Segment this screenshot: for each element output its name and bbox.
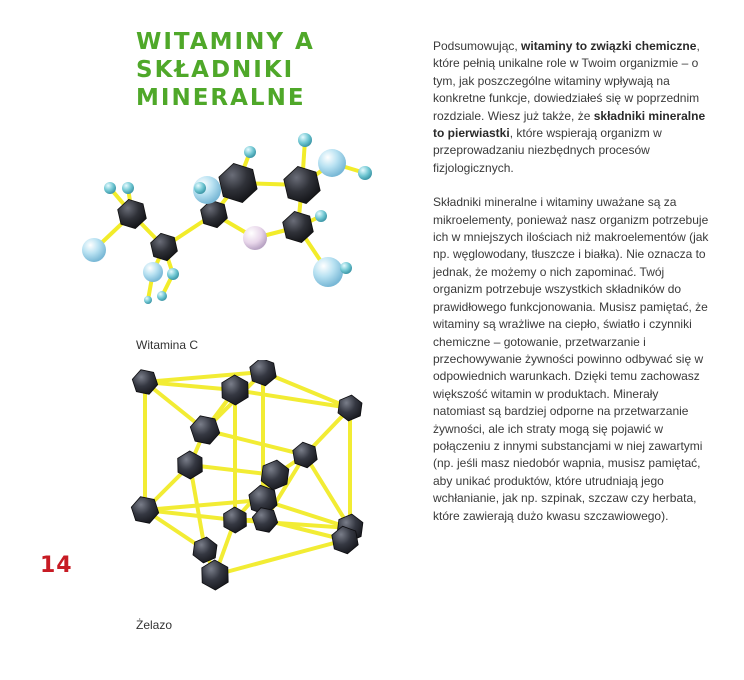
light-atom — [340, 262, 352, 274]
p1-bold-vitamins: witaminy to związki chemiczne — [521, 39, 697, 53]
body-text — [433, 38, 711, 542]
lattice-bond — [215, 540, 345, 575]
oxygen-ring-atom — [243, 226, 267, 250]
paragraph-1 — [433, 38, 711, 177]
title-line-1: WITAMINY A SKŁADNIKI — [136, 29, 315, 83]
page-title — [136, 28, 386, 112]
light-atom — [298, 133, 312, 147]
iron-atom — [332, 526, 358, 554]
iron-atom — [202, 560, 228, 590]
iron-caption: Żelazo — [136, 618, 173, 632]
vitamin-c-caption: Witamina C — [136, 338, 199, 352]
carbon-atom — [283, 211, 314, 242]
light-atom — [167, 268, 179, 280]
p1-text-b: , które pełnią unikalne role w Twoim organizmie – o tym, jak poszczególne witaminy wpływają na konkretne funkcje, dowiedziałeś się w poprzednim rozdziale. Wiesz już także, że — [433, 39, 700, 123]
light-atom — [122, 182, 134, 194]
p1-text-a: Podsumowując, — [433, 39, 522, 53]
iron-atom — [131, 497, 158, 524]
page-number: 14 — [40, 553, 73, 578]
light-atom — [143, 262, 163, 282]
light-atom — [358, 166, 372, 180]
light-atom — [318, 149, 346, 177]
lattice-bond — [205, 430, 305, 455]
light-atom — [82, 238, 106, 262]
light-atom — [144, 296, 152, 304]
light-atom — [104, 182, 116, 194]
vitamin-c-molecule-illustration — [70, 110, 390, 335]
paragraph-2: Składniki mineralne i witaminy uważane są za mikroelementy, ponieważ nasz organizm potrzebuje ich w mniejszych ilościach niż makroelementów (jak np. węglowodany, tłuszcze i białka). Nie oznacza to jednak, że możemy o nich zapominać. Twój organizm potrzebuje wszystkich składników do prawidłowego funkcjonowania. Musisz pamiętać, że witaminy są wrażliwe na ciepło, światło i czynniki chemiczne – gotowanie, przetwarzanie i przechowywanie żywności powinno odbywać się w odpowiednich warunkach. Dzięki temu zachowasz większość witamin w produktach. Minerały natomiast są bardziej odporne na przetwarzanie żywności, ale ich straty mogą się pojawić w połączeniu z innymi substancjami w niej zawartymi (np. jeśli masz niedobór wapnia, musisz pamiętać, aby unikać produktów, które utrudniają jego wchłanianie, jak np. szpinak, szczaw czy herbata, które zawierają dużo kwasu szczawiowego). — [433, 195, 709, 523]
light-atom — [194, 182, 206, 194]
light-atom — [244, 146, 256, 158]
title-line-2: MINERALNE — [136, 85, 306, 111]
light-atom — [157, 291, 167, 301]
carbon-atom — [201, 200, 228, 227]
carbon-atom — [219, 164, 257, 203]
iron-atom — [250, 360, 276, 386]
iron-lattice-illustration — [115, 360, 385, 605]
iron-atom — [293, 442, 317, 468]
iron-atom — [193, 537, 217, 563]
light-atom — [313, 257, 343, 287]
p1-text-c: , które wspierają organizm w przeprowadzaniu niezbędnych procesów fizjologicznych. — [433, 126, 662, 175]
p1-bold-minerals: składniki mineralne to pierwiastki — [433, 108, 706, 141]
light-atom — [315, 210, 327, 222]
carbon-atom — [284, 167, 320, 204]
